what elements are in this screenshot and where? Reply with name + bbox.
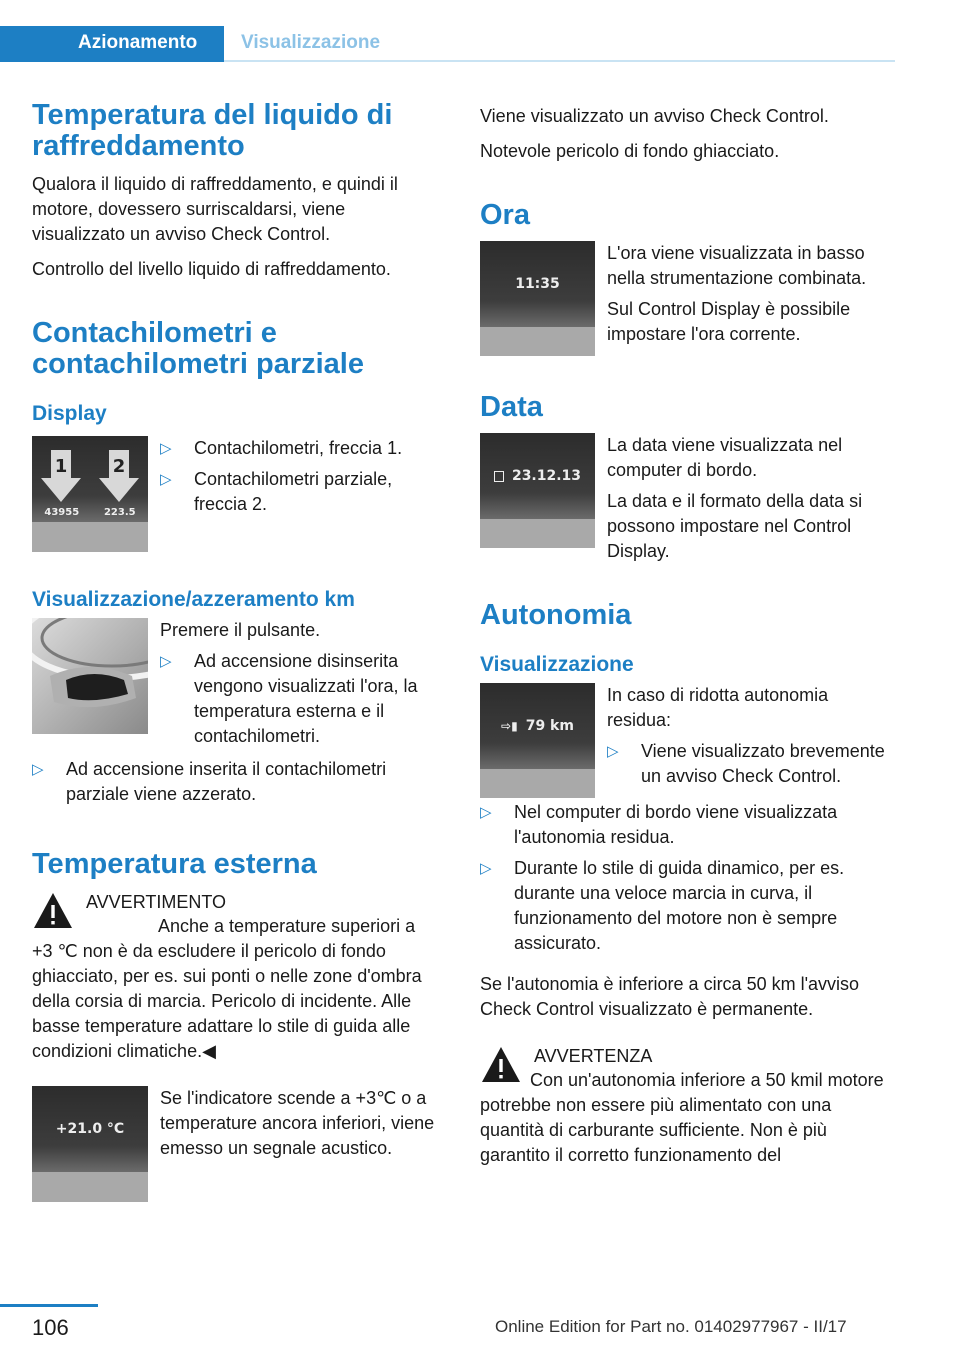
display-subheading: Display [32, 402, 107, 425]
tab-azionamento[interactable]: Azionamento [0, 26, 224, 62]
warning-label: AVVERTIMENTO [86, 892, 227, 912]
bullet-triangle-icon: ▷ [480, 860, 492, 877]
list-item: ▷ Ad accensione inserita il contachilometri parziale viene azzerato. [32, 759, 387, 804]
right-column [480, 104, 895, 1168]
odometer-block [32, 436, 440, 552]
coolant-heading: Temperatura del liquido di raffreddamento [32, 99, 393, 162]
odometer-image [32, 436, 148, 552]
temp-block [32, 1086, 440, 1202]
bullet-triangle-icon: ▷ [607, 743, 619, 760]
list-item: ▷ Durante lo stile di guida dinamico, per es. durante una veloce marcia in curva, il funzionamento del motore non è sempre assicurato. [480, 858, 845, 953]
date-block [480, 433, 895, 564]
date-paragraph-1: La data viene visualizzata nel computer di bordo. [607, 435, 843, 480]
range-image: ⇨▮ 79 km [480, 683, 595, 798]
date-paragraph-2: La data e il formato della data si possono impostare nel Control Display. [607, 491, 863, 561]
time-paragraph-2: Sul Control Display è possibile impostare l'ora corrente. [607, 299, 851, 344]
date-image: 23.12.13 [480, 433, 595, 548]
outside-temp-heading: Temperatura esterna [32, 848, 317, 880]
range-block [480, 683, 895, 798]
edition-note: Online Edition for Part no. 01402977967 - II/17 [495, 1317, 847, 1336]
reset-subheading: Visualizzazione/azzeramento km [32, 588, 355, 611]
page-number: 106 [32, 1315, 69, 1340]
svg-text:2: 2 [112, 456, 126, 477]
trip-value: 223.5 [103, 507, 136, 518]
warning-text: Con un'autonomia inferiore a 50 kmil motore potrebbe non essere più alimentato con una quantità di carburante sufficiente. Non è più garantito il corretto funzionamento del [480, 1070, 884, 1165]
top-paragraph-2: Notevole pericolo di fondo ghiacciato. [480, 141, 780, 161]
section-tabs [0, 26, 895, 62]
arrow-down-icon [99, 450, 139, 505]
coolant-paragraph-1: Qualora il liquido di raffreddamento, e quindi il motore, dovessero surriscaldarsi, viene visualizzato un avviso Check Control. [32, 174, 398, 244]
bullet-triangle-icon: ▷ [160, 471, 172, 488]
left-column [32, 100, 440, 1202]
date-heading: Data [480, 391, 543, 423]
bullet-triangle-icon: ▷ [160, 653, 172, 670]
footer-rule [0, 1304, 98, 1307]
range-heading: Autonomia [480, 599, 632, 631]
reset-paragraph: Premere il pulsante. [160, 620, 321, 640]
range-subheading: Visualizzazione [480, 653, 634, 676]
list-item: ▷ Contachilometri, freccia 1. [160, 436, 440, 461]
tab-visualizzazione[interactable]: Visualizzazione [241, 32, 381, 53]
bullet-triangle-icon: ▷ [160, 440, 172, 457]
top-paragraph-1: Viene visualizzato un avviso Check Control. [480, 106, 829, 126]
reset-block [32, 618, 440, 755]
time-block [480, 241, 895, 356]
clock-image: 11:35 [480, 241, 595, 356]
list-item: ▷ Nel computer di bordo viene visualizzata l'autonomia residua. [480, 802, 838, 847]
temp-paragraph: Se l'indicatore scende a +3℃ o a temperature ancora inferiori, viene emesso un segnale acustico. [160, 1088, 435, 1158]
warning-text: Anche a temperature superiori a +3 ℃ non è da escludere il pericolo di fondo ghiacciato, per es. sui ponti o nelle zone d'ombra della corsia di marcia. Pericolo di incidente. Alle basse temperature adattare lo stile di guida alle condizioni climatiche.◀ [32, 916, 422, 1061]
range-paragraph-2: Se l'autonomia è inferiore a circa 50 km l'avviso Check Control visualizzato è permanente. [480, 974, 860, 1019]
bullet-triangle-icon: ▷ [480, 804, 492, 821]
svg-text:1: 1 [54, 456, 68, 477]
warning-icon [480, 1044, 522, 1086]
range-paragraph: In caso di ridotta autonomia residua: [607, 685, 829, 730]
time-heading: Ora [480, 199, 530, 231]
list-item: ▷ Viene visualizzato brevemente un avviso Check Control. [607, 741, 885, 786]
odometer-heading: Contachilometri e contachilometri parziale [32, 317, 364, 380]
arrow-down-icon [41, 450, 81, 505]
warning-icon [32, 890, 74, 932]
reset-button-image [32, 618, 148, 734]
time-paragraph-1: L'ora viene visualizzata in basso nella strumentazione combinata. [607, 243, 867, 288]
temperature-image: +21.0 °C [32, 1086, 148, 1202]
list-item: ▷ Ad accensione disinserita vengono visualizzati l'ora, la temperatura esterna e il contachilometri. [160, 651, 418, 746]
list-item: ▷ Contachilometri parziale, freccia 2. [160, 469, 393, 514]
bullet-triangle-icon: ▷ [32, 761, 44, 778]
fuel-pump-icon: ⇨▮ [501, 719, 518, 733]
calendar-icon [494, 471, 504, 482]
warning-label: AVVERTENZA [534, 1046, 653, 1066]
odometer-value: 43955 [44, 507, 80, 518]
coolant-paragraph-2: Controllo del livello liquido di raffreddamento. [32, 259, 391, 279]
